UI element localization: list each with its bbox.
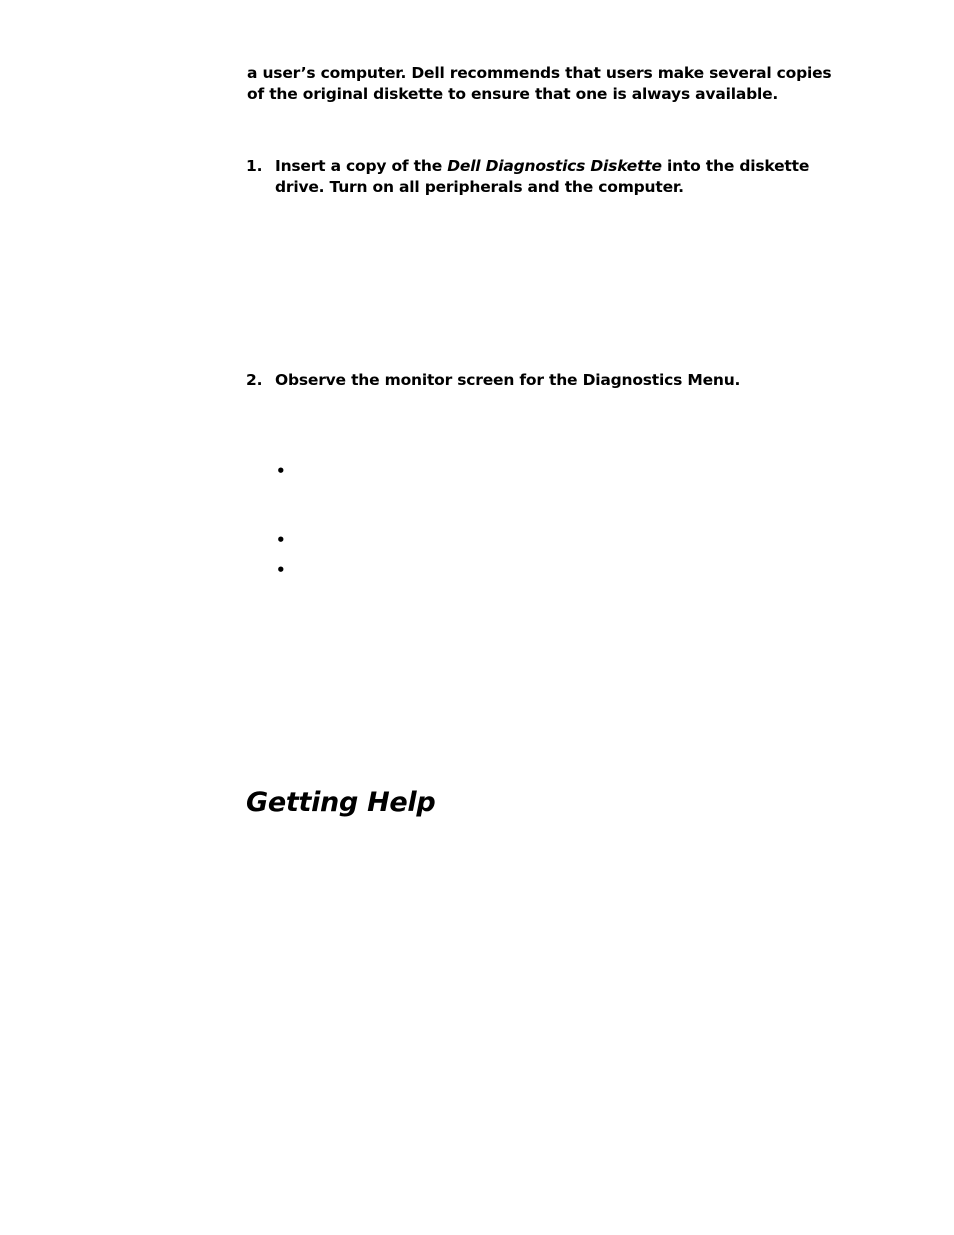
step-1-text-after: into the diskette xyxy=(661,157,810,175)
step-2 xyxy=(246,370,846,391)
step-1-line-2: drive. Turn on all peripherals and the computer. xyxy=(275,178,684,196)
step-2-number: 2. xyxy=(246,371,263,389)
step-1-text-before: Insert a copy of the xyxy=(275,157,448,175)
bullet-3: • xyxy=(276,561,286,579)
step-2-text: Observe the monitor screen for the Diagnostics Menu. xyxy=(275,371,741,389)
bullet-1: • xyxy=(276,462,286,480)
step-1-text xyxy=(275,156,846,198)
step-1-diskette-name: Dell Diagnostics Diskette xyxy=(447,157,662,175)
step-1-line-1 xyxy=(275,156,846,177)
intro-line-2: of the original diskette to ensure that one is always available. xyxy=(247,85,779,103)
bullet-2: • xyxy=(276,531,286,549)
step-1 xyxy=(246,156,846,198)
step-1-number: 1. xyxy=(246,157,263,175)
section-heading-getting-help: Getting Help xyxy=(246,787,436,818)
intro-line-1: a user’s computer. Dell recommends that users make several copies xyxy=(247,64,832,82)
intro-paragraph xyxy=(247,63,847,105)
